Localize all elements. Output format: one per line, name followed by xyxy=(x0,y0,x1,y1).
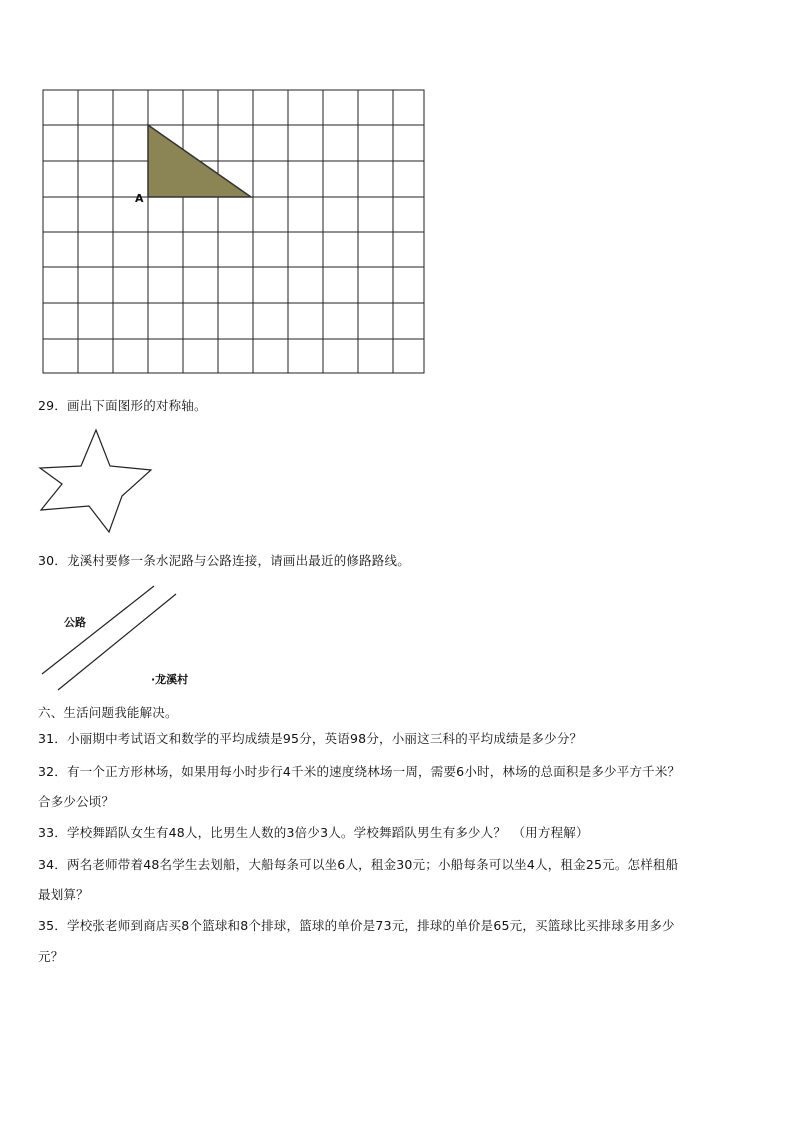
grid-figure xyxy=(42,89,426,375)
point-a-label: A xyxy=(135,192,144,205)
question-34-line-2: 最划算？ xyxy=(38,887,89,902)
question-29: 29．画出下面图形的对称轴。 xyxy=(38,398,207,413)
question-32-line-1: 32．有一个正方形林场，如果用每小时步行4千米的速度绕林场一周，需要6小时，林场的总面积是多少平方千米？ xyxy=(38,764,681,779)
question-34-line-1: 34．两名老师带着48名学生去划船，大船每条可以坐6人，租金30元；小船每条可以坐4人，租金25元。怎样租船 xyxy=(38,857,679,872)
question-31: 31．小丽期中考试语文和数学的平均成绩是95分，英语98分，小丽这三科的平均成绩是多少分？ xyxy=(38,731,583,746)
six-point-star-figure xyxy=(38,428,156,536)
grid-lines xyxy=(43,90,424,373)
question-35-line-2: 元？ xyxy=(38,949,64,964)
village-label: ·龙溪村 xyxy=(151,673,189,686)
six-point-star xyxy=(40,430,151,532)
question-35-line-1: 35．学校张老师到商店买8个篮球和8个排球，篮球的单价是73元，排球的单价是65元，买篮球比买排球多用多少 xyxy=(38,918,675,933)
section-6-heading: 六、生活问题我能解决。 xyxy=(38,705,178,720)
question-30: 30．龙溪村要修一条水泥路与公路连接，请画出最近的修路路线。 xyxy=(38,553,410,568)
question-33: 33．学校舞蹈队女生有48人，比男生人数的3倍少3人。学校舞蹈队男生有多少人？ （用方程解） xyxy=(38,825,589,840)
road-label: 公路 xyxy=(64,616,86,629)
question-32-line-2: 合多少公顷？ xyxy=(38,794,115,809)
road-line-upper xyxy=(42,586,154,674)
